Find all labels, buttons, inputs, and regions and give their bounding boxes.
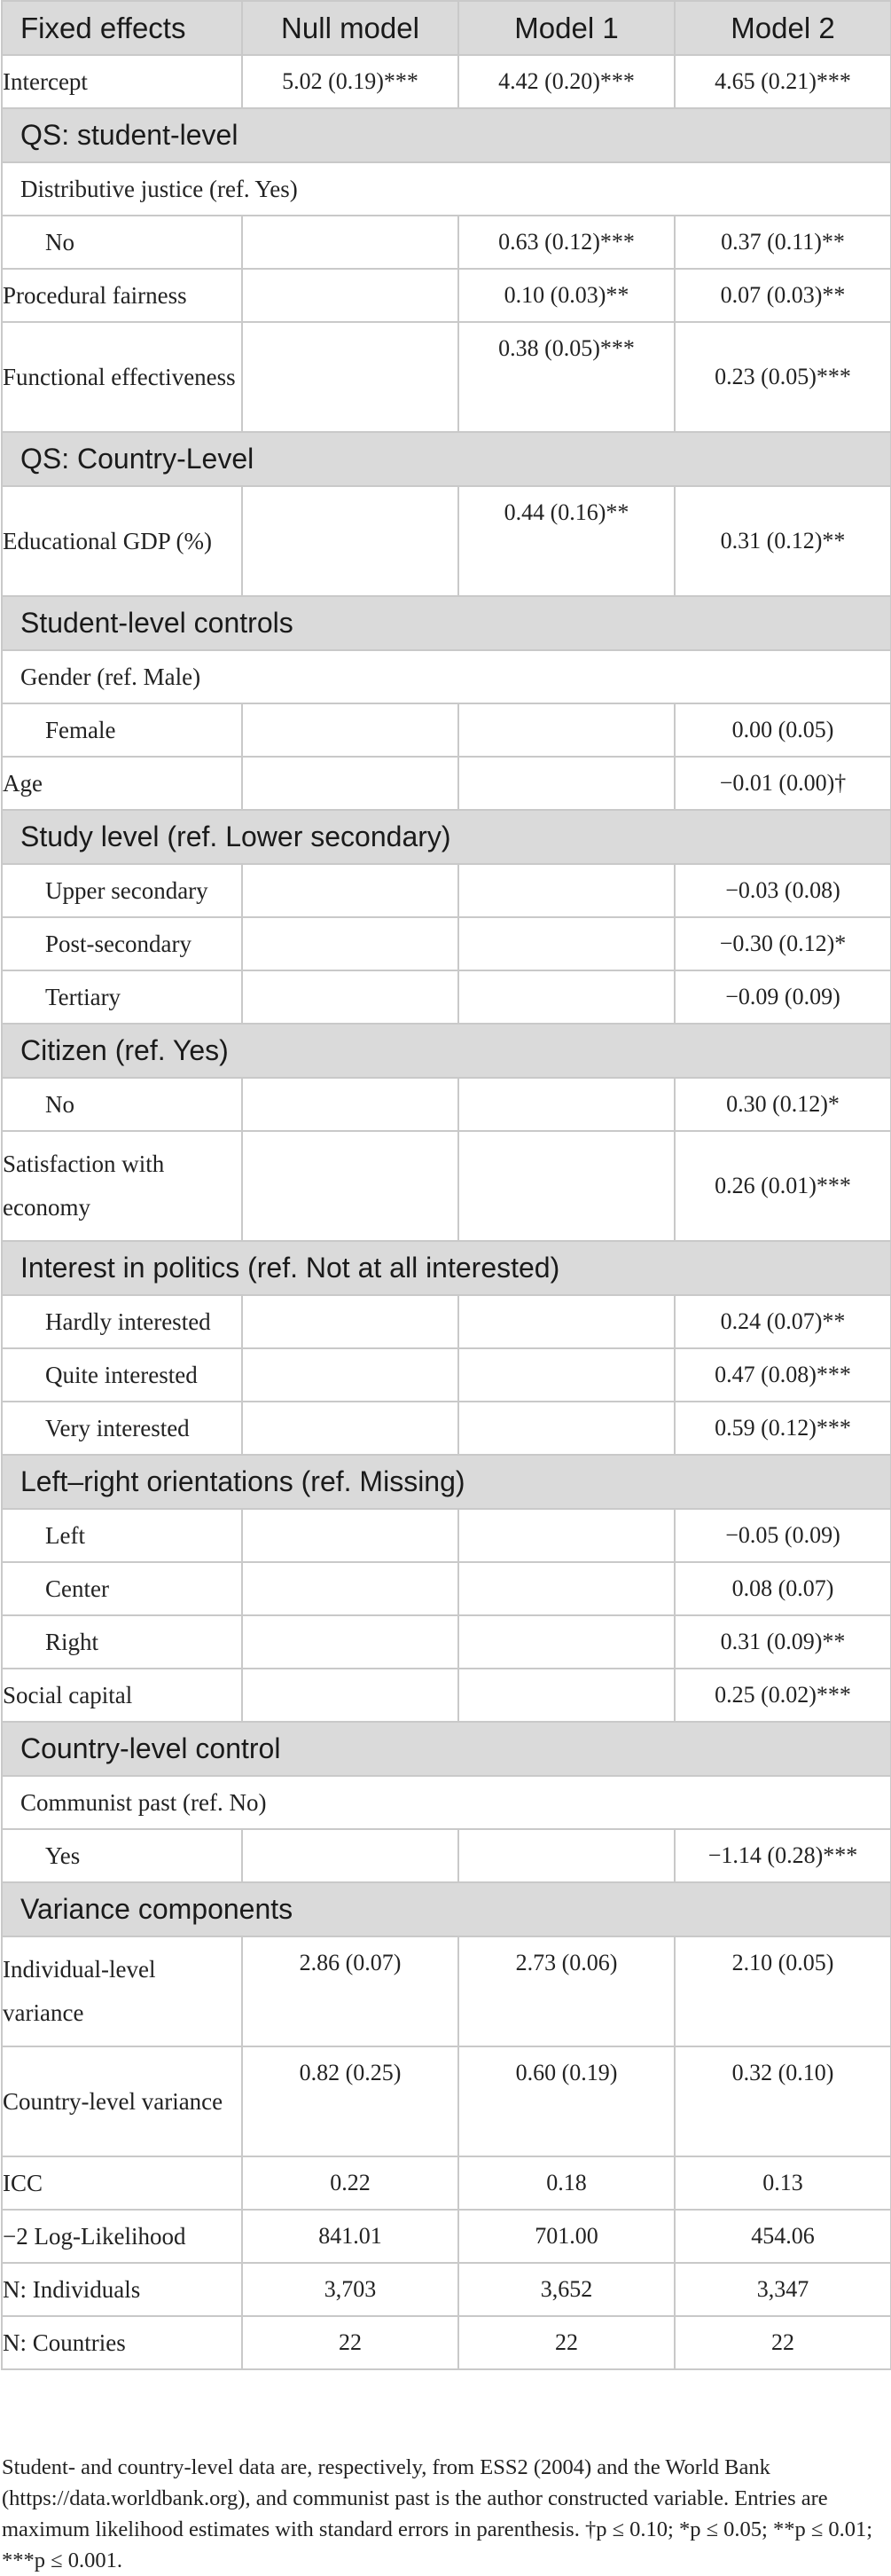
- model-1-cell: 4.42 (0.20)***: [458, 55, 675, 108]
- null-model-cell: [242, 1402, 458, 1455]
- model-2-cell: 0.24 (0.07)**: [675, 1295, 891, 1348]
- section-label: QS: Country-Level: [2, 432, 891, 486]
- section-label: Country-level control: [2, 1722, 891, 1776]
- subheader-row: [2, 650, 891, 703]
- model-2-cell: −0.30 (0.12)*: [675, 917, 891, 970]
- model-1-cell: 0.60 (0.19): [458, 2046, 675, 2156]
- section-header-row: [2, 108, 891, 162]
- null-model-cell: [242, 1131, 458, 1241]
- table-row: [2, 2156, 891, 2210]
- model-1-cell: [458, 1615, 675, 1669]
- table-row: [2, 1078, 891, 1131]
- model-2-cell: 0.37 (0.11)**: [675, 216, 891, 269]
- null-model-cell: [242, 269, 458, 322]
- column-header-model-1: Model 1: [458, 1, 675, 55]
- row-label: N: Countries: [2, 2316, 242, 2369]
- table-row: [2, 864, 891, 917]
- model-2-cell: 2.10 (0.05): [675, 1936, 891, 2046]
- null-model-cell: [242, 1615, 458, 1669]
- model-2-cell: −1.14 (0.28)***: [675, 1829, 891, 1882]
- table-row: [2, 757, 891, 810]
- model-1-cell: [458, 1509, 675, 1562]
- table-row: [2, 1348, 891, 1402]
- row-label: Upper secondary: [2, 864, 242, 917]
- table-row: [2, 1562, 891, 1615]
- model-1-cell: [458, 1295, 675, 1348]
- table-row: [2, 1402, 891, 1455]
- model-2-cell: 3,347: [675, 2263, 891, 2316]
- model-1-cell: [458, 1669, 675, 1722]
- null-model-cell: 841.01: [242, 2210, 458, 2263]
- section-header-row: [2, 1722, 891, 1776]
- model-2-cell: 0.08 (0.07): [675, 1562, 891, 1615]
- row-label: Left: [2, 1509, 242, 1562]
- section-label: Interest in politics (ref. Not at all interested): [2, 1241, 891, 1295]
- table-row: [2, 322, 891, 432]
- null-model-cell: [242, 1562, 458, 1615]
- row-label: No: [2, 1078, 242, 1131]
- table-row: [2, 486, 891, 596]
- table-row: [2, 269, 891, 322]
- subheader-label: Gender (ref. Male): [2, 650, 891, 703]
- model-1-cell: [458, 970, 675, 1024]
- column-header-null-model: Null model: [242, 1, 458, 55]
- model-1-cell: [458, 1078, 675, 1131]
- section-header-row: [2, 1882, 891, 1936]
- model-1-cell: [458, 757, 675, 810]
- null-model-cell: 2.86 (0.07): [242, 1936, 458, 2046]
- model-1-cell: 0.10 (0.03)**: [458, 269, 675, 322]
- model-2-cell: 0.26 (0.01)***: [675, 1131, 891, 1241]
- row-label: Yes: [2, 1829, 242, 1882]
- row-label: Hardly interested: [2, 1295, 242, 1348]
- null-model-cell: [242, 1295, 458, 1348]
- row-label: Functional effectiveness: [2, 322, 242, 432]
- null-model-cell: [242, 1829, 458, 1882]
- null-model-cell: [242, 917, 458, 970]
- table-row: [2, 2046, 891, 2156]
- null-model-cell: [242, 970, 458, 1024]
- null-model-cell: 0.82 (0.25): [242, 2046, 458, 2156]
- model-1-cell: 0.44 (0.16)**: [458, 486, 675, 596]
- model-1-cell: [458, 1131, 675, 1241]
- model-1-cell: [458, 1562, 675, 1615]
- subheader-label: Communist past (ref. No): [2, 1776, 891, 1829]
- table-row: [2, 1829, 891, 1882]
- row-label: Procedural fairness: [2, 269, 242, 322]
- row-label: Educational GDP (%): [2, 486, 242, 596]
- row-label: Female: [2, 703, 242, 757]
- section-label: Variance components: [2, 1882, 891, 1936]
- model-2-cell: −0.09 (0.09): [675, 970, 891, 1024]
- table-row: [2, 917, 891, 970]
- model-1-cell: [458, 917, 675, 970]
- section-label: QS: student-level: [2, 108, 891, 162]
- section-label: Citizen (ref. Yes): [2, 1024, 891, 1078]
- model-1-cell: [458, 703, 675, 757]
- model-1-cell: 0.38 (0.05)***: [458, 322, 675, 432]
- row-label: Center: [2, 1562, 242, 1615]
- model-1-cell: [458, 1348, 675, 1402]
- model-1-cell: 22: [458, 2316, 675, 2369]
- model-2-cell: 0.47 (0.08)***: [675, 1348, 891, 1402]
- model-2-cell: 4.65 (0.21)***: [675, 55, 891, 108]
- model-2-cell: 0.31 (0.09)**: [675, 1615, 891, 1669]
- null-model-cell: 22: [242, 2316, 458, 2369]
- row-label: Post-secondary: [2, 917, 242, 970]
- subheader-label: Distributive justice (ref. Yes): [2, 162, 891, 216]
- section-header-row: [2, 1024, 891, 1078]
- row-label: Quite interested: [2, 1348, 242, 1402]
- table-row: [2, 703, 891, 757]
- table-row: [2, 55, 891, 108]
- model-1-cell: 0.18: [458, 2156, 675, 2210]
- null-model-cell: [242, 1509, 458, 1562]
- model-1-cell: [458, 1402, 675, 1455]
- section-label: Student-level controls: [2, 596, 891, 650]
- model-2-cell: 0.30 (0.12)*: [675, 1078, 891, 1131]
- subheader-row: [2, 162, 891, 216]
- row-label: Very interested: [2, 1402, 242, 1455]
- section-header-row: [2, 1241, 891, 1295]
- table-row: [2, 1509, 891, 1562]
- table-row: [2, 1936, 891, 2046]
- null-model-cell: [242, 864, 458, 917]
- model-1-cell: [458, 864, 675, 917]
- row-label: Right: [2, 1615, 242, 1669]
- model-2-cell: 0.07 (0.03)**: [675, 269, 891, 322]
- section-header-row: [2, 810, 891, 864]
- table-footnote: Student- and country-level data are, respectively, from ESS2 (2004) and the World Bank (https://data.worldbank.org), and communist past is the author constructed variable. Entries are maximum likelihood estimates with standard errors in parenthesis. †p ≤ 0.10; *p ≤ 0.05; **p ≤ 0.01; ***p ≤ 0.001.: [2, 2455, 873, 2572]
- table-row: [2, 2210, 891, 2263]
- column-header-model-2: Model 2: [675, 1, 891, 55]
- row-label: No: [2, 216, 242, 269]
- row-label: Individual-level variance: [2, 1936, 242, 2046]
- row-label: Tertiary: [2, 970, 242, 1024]
- model-1-cell: 701.00: [458, 2210, 675, 2263]
- table-row: [2, 1295, 891, 1348]
- null-model-cell: 5.02 (0.19)***: [242, 55, 458, 108]
- model-2-cell: 0.59 (0.12)***: [675, 1402, 891, 1455]
- model-2-cell: 0.13: [675, 2156, 891, 2210]
- section-header-row: [2, 596, 891, 650]
- model-1-cell: 3,652: [458, 2263, 675, 2316]
- row-label: Country-level variance: [2, 2046, 242, 2156]
- table-body: [2, 55, 891, 2369]
- null-model-cell: [242, 703, 458, 757]
- table-row: [2, 1131, 891, 1241]
- section-label: Study level (ref. Lower secondary): [2, 810, 891, 864]
- section-header-row: [2, 432, 891, 486]
- row-label: Social capital: [2, 1669, 242, 1722]
- null-model-cell: [242, 486, 458, 596]
- row-label: N: Individuals: [2, 2263, 242, 2316]
- row-label: Satisfaction with economy: [2, 1131, 242, 1241]
- table-row: [2, 1669, 891, 1722]
- model-2-cell: −0.05 (0.09): [675, 1509, 891, 1562]
- model-2-cell: 454.06: [675, 2210, 891, 2263]
- section-header-row: [2, 1455, 891, 1509]
- row-label: ICC: [2, 2156, 242, 2210]
- model-2-cell: −0.03 (0.08): [675, 864, 891, 917]
- table-header-row: [2, 1, 891, 55]
- model-2-cell: −0.01 (0.00)†: [675, 757, 891, 810]
- null-model-cell: [242, 1078, 458, 1131]
- section-label: Left–right orientations (ref. Missing): [2, 1455, 891, 1509]
- table-row: [2, 2263, 891, 2316]
- model-2-cell: 0.00 (0.05): [675, 703, 891, 757]
- null-model-cell: [242, 757, 458, 810]
- row-label: −2 Log-Likelihood: [2, 2210, 242, 2263]
- table-row: [2, 2316, 891, 2369]
- model-1-cell: 2.73 (0.06): [458, 1936, 675, 2046]
- null-model-cell: [242, 1348, 458, 1402]
- table-row: [2, 1615, 891, 1669]
- model-2-cell: 0.25 (0.02)***: [675, 1669, 891, 1722]
- row-label: Age: [2, 757, 242, 810]
- model-1-cell: 0.63 (0.12)***: [458, 216, 675, 269]
- null-model-cell: 0.22: [242, 2156, 458, 2210]
- model-2-cell: 0.23 (0.05)***: [675, 322, 891, 432]
- table-row: [2, 970, 891, 1024]
- subheader-row: [2, 1776, 891, 1829]
- model-2-cell: 0.32 (0.10): [675, 2046, 891, 2156]
- model-2-cell: 22: [675, 2316, 891, 2369]
- regression-table: [1, 0, 891, 2370]
- null-model-cell: 3,703: [242, 2263, 458, 2316]
- row-label: Intercept: [2, 55, 242, 108]
- null-model-cell: [242, 216, 458, 269]
- null-model-cell: [242, 1669, 458, 1722]
- model-2-cell: 0.31 (0.12)**: [675, 486, 891, 596]
- null-model-cell: [242, 322, 458, 432]
- model-1-cell: [458, 1829, 675, 1882]
- table-row: [2, 216, 891, 269]
- column-header-fixed-effects: Fixed effects: [2, 1, 242, 55]
